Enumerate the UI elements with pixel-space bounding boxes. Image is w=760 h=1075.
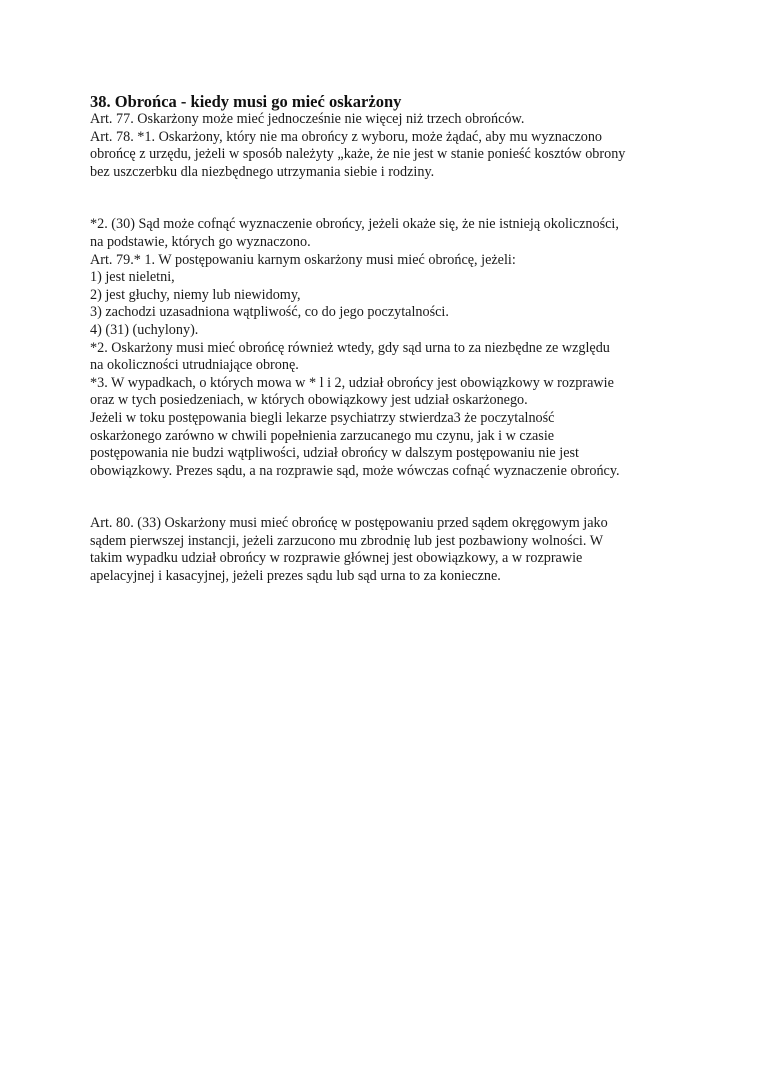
text-line: Art. 78. *1. Oskarżony, który nie ma obrońcy z wyboru, może żądać, aby mu wyznaczono xyxy=(90,128,603,145)
text-line: postępowania nie budzi wątpliwości, udział obrońcy w dalszym postępowaniu nie jest xyxy=(90,445,579,462)
text-line: Art. 79.* 1. W postępowaniu karnym oskarżony musi mieć obrońcę, jeżeli: xyxy=(90,251,516,268)
text-line: na okoliczności utrudniające obronę. xyxy=(90,357,299,374)
text-line: bez uszczerbku dla niezbędnego utrzymania siebie i rodziny. xyxy=(90,163,435,180)
text-line: apelacyjnej i kasacyjnej, jeżeli prezes sądu lub sąd urna to za konieczne. xyxy=(90,568,501,585)
text-line: oskarżonego zarówno w chwili popełnienia zarzucanego mu czynu, jak i w czasie xyxy=(90,427,555,444)
text-line: obowiązkowy. Prezes sądu, a na rozprawie sąd, może wówczas cofnąć wyznaczenie obrońcy. xyxy=(90,462,620,479)
paragraph-art-80 xyxy=(90,515,680,585)
text-line: *3. W wypadkach, o których mowa w * l i 2, udział obrońcy jest obowiązkowy w rozprawie xyxy=(90,374,614,391)
page-title: 38. Obrońca - kiedy musi go mieć oskarżony xyxy=(90,92,402,111)
text-line: na podstawie, których go wyznaczono. xyxy=(90,233,311,250)
paragraph-spacer xyxy=(90,480,680,515)
list-item: 4) (31) (uchylony). xyxy=(90,321,199,338)
text-line: Art. 77. Oskarżony może mieć jednocześnie nie więcej niż trzech obrońców. xyxy=(90,111,525,127)
paragraph-art-77-78 xyxy=(90,111,680,181)
list-item: 2) jest głuchy, niemy lub niewidomy, xyxy=(90,286,301,303)
text-line: Art. 80. (33) Oskarżony musi mieć obrońcę w postępowaniu przed sądem okręgowym jako xyxy=(90,515,608,532)
paragraph-art-78-79 xyxy=(90,216,680,480)
list-item: 1) jest nieletni, xyxy=(90,269,175,286)
text-line: *2. (30) Sąd może cofnąć wyznaczenie obrońcy, jeżeli okaże się, że nie istnieją okoliczności, xyxy=(90,216,619,233)
text-line: Jeżeli w toku postępowania biegli lekarze psychiatrzy stwierdza3 że poczytalność xyxy=(90,409,555,426)
text-line: takim wypadku udział obrońcy w rozprawie głównej jest obowiązkowy, a w rozprawie xyxy=(90,550,583,567)
text-line: sądem pierwszej instancji, jeżeli zarzucono mu zbrodnię lub jest pozbawiony wolności. W xyxy=(90,532,604,549)
text-line: obrońcę z urzędu, jeżeli w sposób należyty „każe, że nie jest w stanie ponieść kosztów obrony xyxy=(90,146,626,163)
document-body xyxy=(90,92,680,586)
list-item: 3) zachodzi uzasadniona wątpliwość, co do jego poczytalności. xyxy=(90,304,449,321)
paragraph-spacer xyxy=(90,181,680,216)
text-line: oraz w tych posiedzeniach, w których obowiązkowy jest udział oskarżonego. xyxy=(90,392,528,409)
text-line: *2. Oskarżony musi mieć obrońcę również wtedy, gdy sąd urna to za niezbędne ze względu xyxy=(90,339,610,356)
